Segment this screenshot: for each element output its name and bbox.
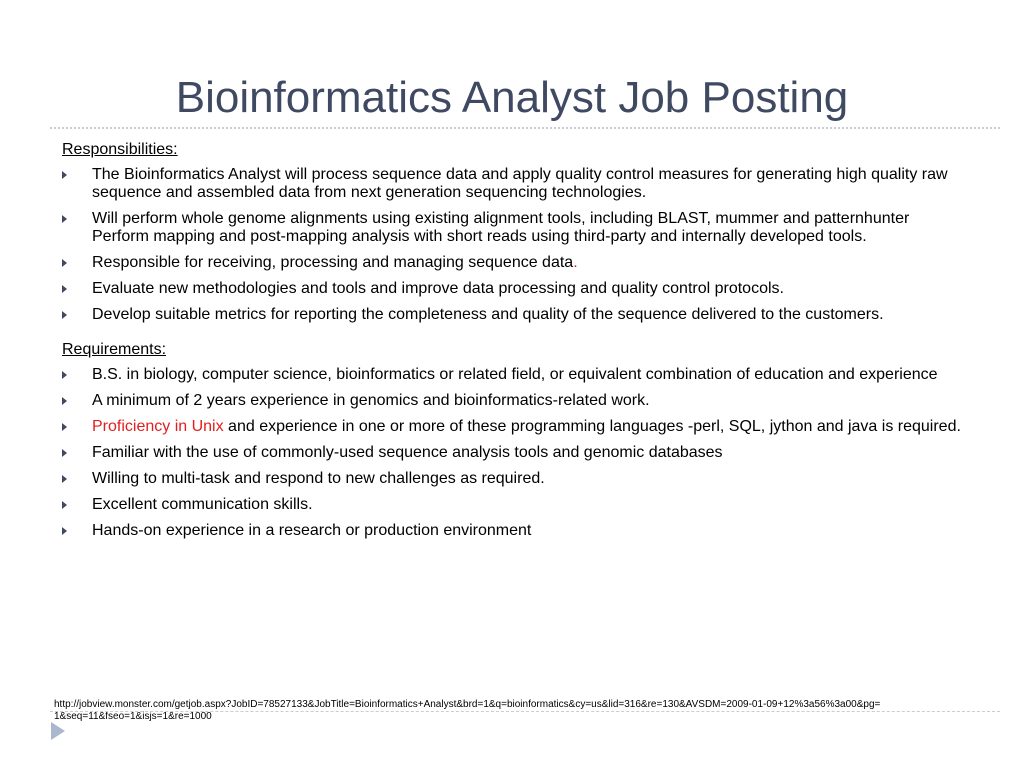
triangle-arrow-icon bbox=[51, 722, 65, 740]
list-item-text: A minimum of 2 years experience in genomics and bioinformatics-related work. bbox=[92, 392, 650, 409]
responsibilities-list bbox=[62, 166, 967, 324]
triangle-bullet-icon bbox=[62, 215, 67, 223]
highlighted-unix-text: Proficiency in Unix bbox=[92, 418, 224, 435]
list-item bbox=[62, 306, 967, 324]
list-item-text: Willing to multi-task and respond to new challenges as required. bbox=[92, 470, 545, 487]
footer-divider bbox=[50, 711, 1000, 712]
list-item bbox=[62, 470, 967, 488]
slide-body bbox=[62, 141, 967, 548]
triangle-bullet-icon bbox=[62, 285, 67, 293]
list-item bbox=[62, 210, 967, 246]
list-item-text: Evaluate new methodologies and tools and improve data processing and quality control protocols. bbox=[92, 280, 784, 297]
list-item-text: Develop suitable metrics for reporting the completeness and quality of the sequence delivered to the customers. bbox=[92, 306, 884, 323]
list-item-text: The Bioinformatics Analyst will process sequence data and apply quality control measures for generating high quality raw sequence and assembled data from next generation sequencing technologies. bbox=[92, 166, 948, 201]
list-item-text: Familiar with the use of commonly-used sequence analysis tools and genomic databases bbox=[92, 444, 723, 461]
triangle-bullet-icon bbox=[62, 259, 67, 267]
triangle-bullet-icon bbox=[62, 527, 67, 535]
list-item bbox=[62, 392, 967, 410]
list-item-text: Responsible for receiving, processing and managing sequence data bbox=[92, 254, 574, 271]
title-divider bbox=[50, 127, 1000, 129]
triangle-bullet-icon bbox=[62, 475, 67, 483]
triangle-bullet-icon bbox=[62, 371, 67, 379]
highlighted-period: . bbox=[573, 254, 578, 271]
list-item bbox=[62, 280, 967, 298]
triangle-bullet-icon bbox=[62, 311, 67, 319]
list-item bbox=[62, 418, 967, 436]
list-item bbox=[62, 166, 967, 202]
triangle-bullet-icon bbox=[62, 501, 67, 509]
list-item bbox=[62, 254, 967, 272]
requirements-heading: Requirements: bbox=[62, 341, 167, 358]
triangle-bullet-icon bbox=[62, 397, 67, 405]
list-item-text: Will perform whole genome alignments using existing alignment tools, including BLAST, mummer and patternhunter Perform mapping and post-mapping analysis with short reads using third-party and internally developed tools. bbox=[92, 210, 910, 245]
triangle-bullet-icon bbox=[62, 423, 67, 431]
list-item bbox=[62, 444, 967, 462]
list-item-text: and experience in one or more of these programming languages -perl, SQL, jython and java is required. bbox=[223, 418, 961, 435]
list-item-text: Hands-on experience in a research or production environment bbox=[92, 522, 532, 539]
list-item bbox=[62, 496, 967, 514]
source-url: http://jobview.monster.com/getjob.aspx?JobID=78527133&JobTitle=Bioinformatics+Analyst&brd=1&q=bioinformatics&cy=us&lid=316&re=130&AVSDM=2009-01-09+12%3a56%3a00&pg=1&seq=11&fseo=1&isjs=1&re=1000 bbox=[54, 699, 881, 722]
list-item-text: Excellent communication skills. bbox=[92, 496, 313, 513]
list-item bbox=[62, 522, 967, 540]
responsibilities-heading: Responsibilities: bbox=[62, 141, 178, 158]
triangle-bullet-icon bbox=[62, 171, 67, 179]
list-item bbox=[62, 366, 967, 384]
slide-title: Bioinformatics Analyst Job Posting bbox=[175, 73, 849, 122]
triangle-bullet-icon bbox=[62, 449, 67, 457]
requirements-list bbox=[62, 366, 967, 540]
list-item-text: B.S. in biology, computer science, bioinformatics or related field, or equivalent combination of education and experience bbox=[92, 366, 938, 383]
